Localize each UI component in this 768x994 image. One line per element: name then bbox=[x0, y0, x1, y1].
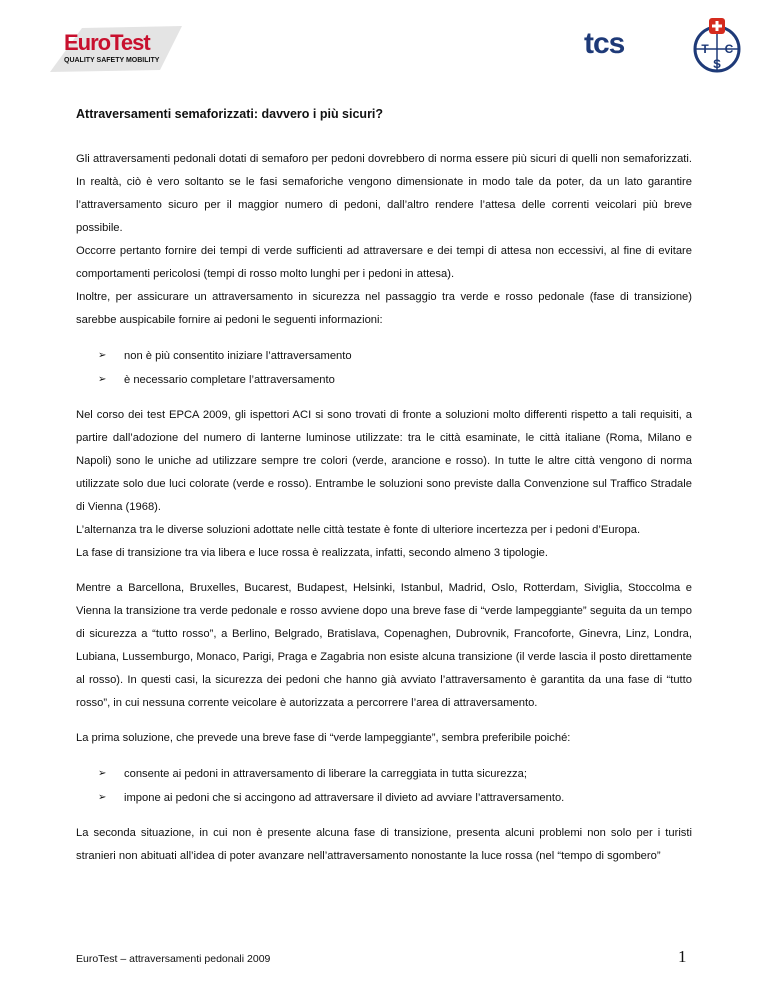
paragraph-transition-info: Inoltre, per assicurare un attraversamento in sicurezza nel passaggio tra verde e rosso pedonale (fase di transizione) sarebbe auspicabile fornire ai pedoni le seguenti informazioni: bbox=[76, 291, 692, 326]
list-item: ➢ è necessario completare l’attraversamento bbox=[76, 368, 692, 392]
paragraph-cities: Mentre a Barcellona, Bruxelles, Bucarest, Budapest, Helsinki, Istanbul, Madrid, Oslo, Rotterdam, Siviglia, Stoccolma e Vienna la transizione tra verde pedonale e rosso avviene dopo una breve fase di “verde lampeggiante” seguita da un tempo di sicurezza a “tutto rosso”, a Berlino, Belgrado, Bratislava, Copenaghen, Dubrovnik, Francoforte, Ginevra, Linz, Londra, Lubiana, Lussemburgo, Monaco, Parigi, Praga e Zagabria non esiste alcuna transizione (il verde lascia il posto direttamente al rosso). In questi casi, la sicurezza dei pedoni che hanno già avviato l’attraversamento è garantita da una fase di “tutto rosso”, in cui nessuna corrente veicolare è autorizzata a percorrere l’area di attraversamento. bbox=[76, 582, 692, 709]
paragraph-typologies: La fase di transizione tra via libera e luce rossa è realizzata, infatti, secondo almeno 3 tipologie. bbox=[76, 547, 549, 559]
eurotest-tagline: QUALITY SAFETY MOBILITY bbox=[64, 57, 160, 64]
document-title: Attraversamenti semaforizzati: davvero i più sicuri? bbox=[76, 107, 384, 121]
tcs-emblem bbox=[692, 16, 742, 74]
info-list bbox=[76, 344, 692, 392]
arrow-bullet-icon: ➢ bbox=[98, 350, 107, 361]
paragraph-alternation: L’alternanza tra le diverse soluzioni adottate nelle città testate è fonte di ulteriore incertezza per i pedoni d’Europa. bbox=[76, 524, 641, 536]
paragraph-second-solution: La seconda situazione, in cui non è presente alcuna fase di transizione, presenta alcuni problemi non solo per i turisti stranieri non abituati all’idea di poter avanzare nell’attraversamento nonostante la luce rossa (nel “tempo di sgombero” bbox=[76, 827, 692, 862]
paragraph-first-solution: La prima soluzione, che prevede una breve fase di “verde lampeggiante”, sembra preferibile poiché: bbox=[76, 732, 571, 744]
list-item: ➢ non è più consentito iniziare l’attraversamento bbox=[76, 344, 692, 368]
document-body bbox=[76, 148, 692, 868]
emblem-letter-s: S bbox=[712, 57, 722, 71]
eurotest-wordmark: EuroTest bbox=[64, 30, 150, 55]
arrow-bullet-icon: ➢ bbox=[98, 374, 107, 385]
list-item: ➢ impone ai pedoni che si accingono ad attraversare il divieto ad avviare l’attraversamento. bbox=[76, 786, 692, 810]
list-item: ➢ consente ai pedoni in attraversamento di liberare la carreggiata in tutta sicurezza; bbox=[76, 762, 692, 786]
paragraph-green-times: Occorre pertanto fornire dei tempi di verde sufficienti ad attraversare e dei tempi di attesa non eccessivi, al fine di evitare comportamenti pericolosi (tempi di rosso molto lunghi per i pedoni in attesa). bbox=[76, 245, 692, 280]
reasons-list bbox=[76, 762, 692, 810]
eurotest-logo bbox=[50, 24, 185, 74]
tcs-logo-text: tcs bbox=[584, 27, 625, 60]
arrow-bullet-icon: ➢ bbox=[98, 792, 107, 803]
paragraph-intro: Gli attraversamenti pedonali dotati di semaforo per pedoni dovrebbero di norma essere più sicuri di quelli non semaforizzati. In realtà, ciò è vero soltanto se le fasi semaforiche vengono dimensionate in modo tale da poter, da un lato garantire l’attraversamento sicuro per il maggior numero di pedoni, dall’altro rendere l’attesa delle correnti veicolari più breve possibile. bbox=[76, 153, 692, 234]
footer-text: EuroTest – attraversamenti pedonali 2009 bbox=[76, 953, 271, 965]
page-number: 1 bbox=[678, 947, 687, 966]
emblem-letter-t: T bbox=[701, 42, 709, 56]
paragraph-epca-test: Nel corso dei test EPCA 2009, gli ispettori ACI si sono trovati di fronte a soluzioni molto differenti rispetto a tali requisiti, a partire dall’adozione del numero di lanterne luminose utilizzate: tra le città esaminate, le città italiane (Roma, Milano e Napoli) sono le uniche ad utilizzare sempre tre colori (verde, arancione e rosso). In tutte le altre città vengono di norma utilizzate solo due luci colorate (verde e rosso). Entrambe le soluzioni sono previste dalla Convenzione sul Traffico Stradale di Vienna (1968). bbox=[76, 409, 692, 513]
emblem-letter-c: C bbox=[724, 42, 734, 56]
arrow-bullet-icon: ➢ bbox=[98, 768, 107, 779]
